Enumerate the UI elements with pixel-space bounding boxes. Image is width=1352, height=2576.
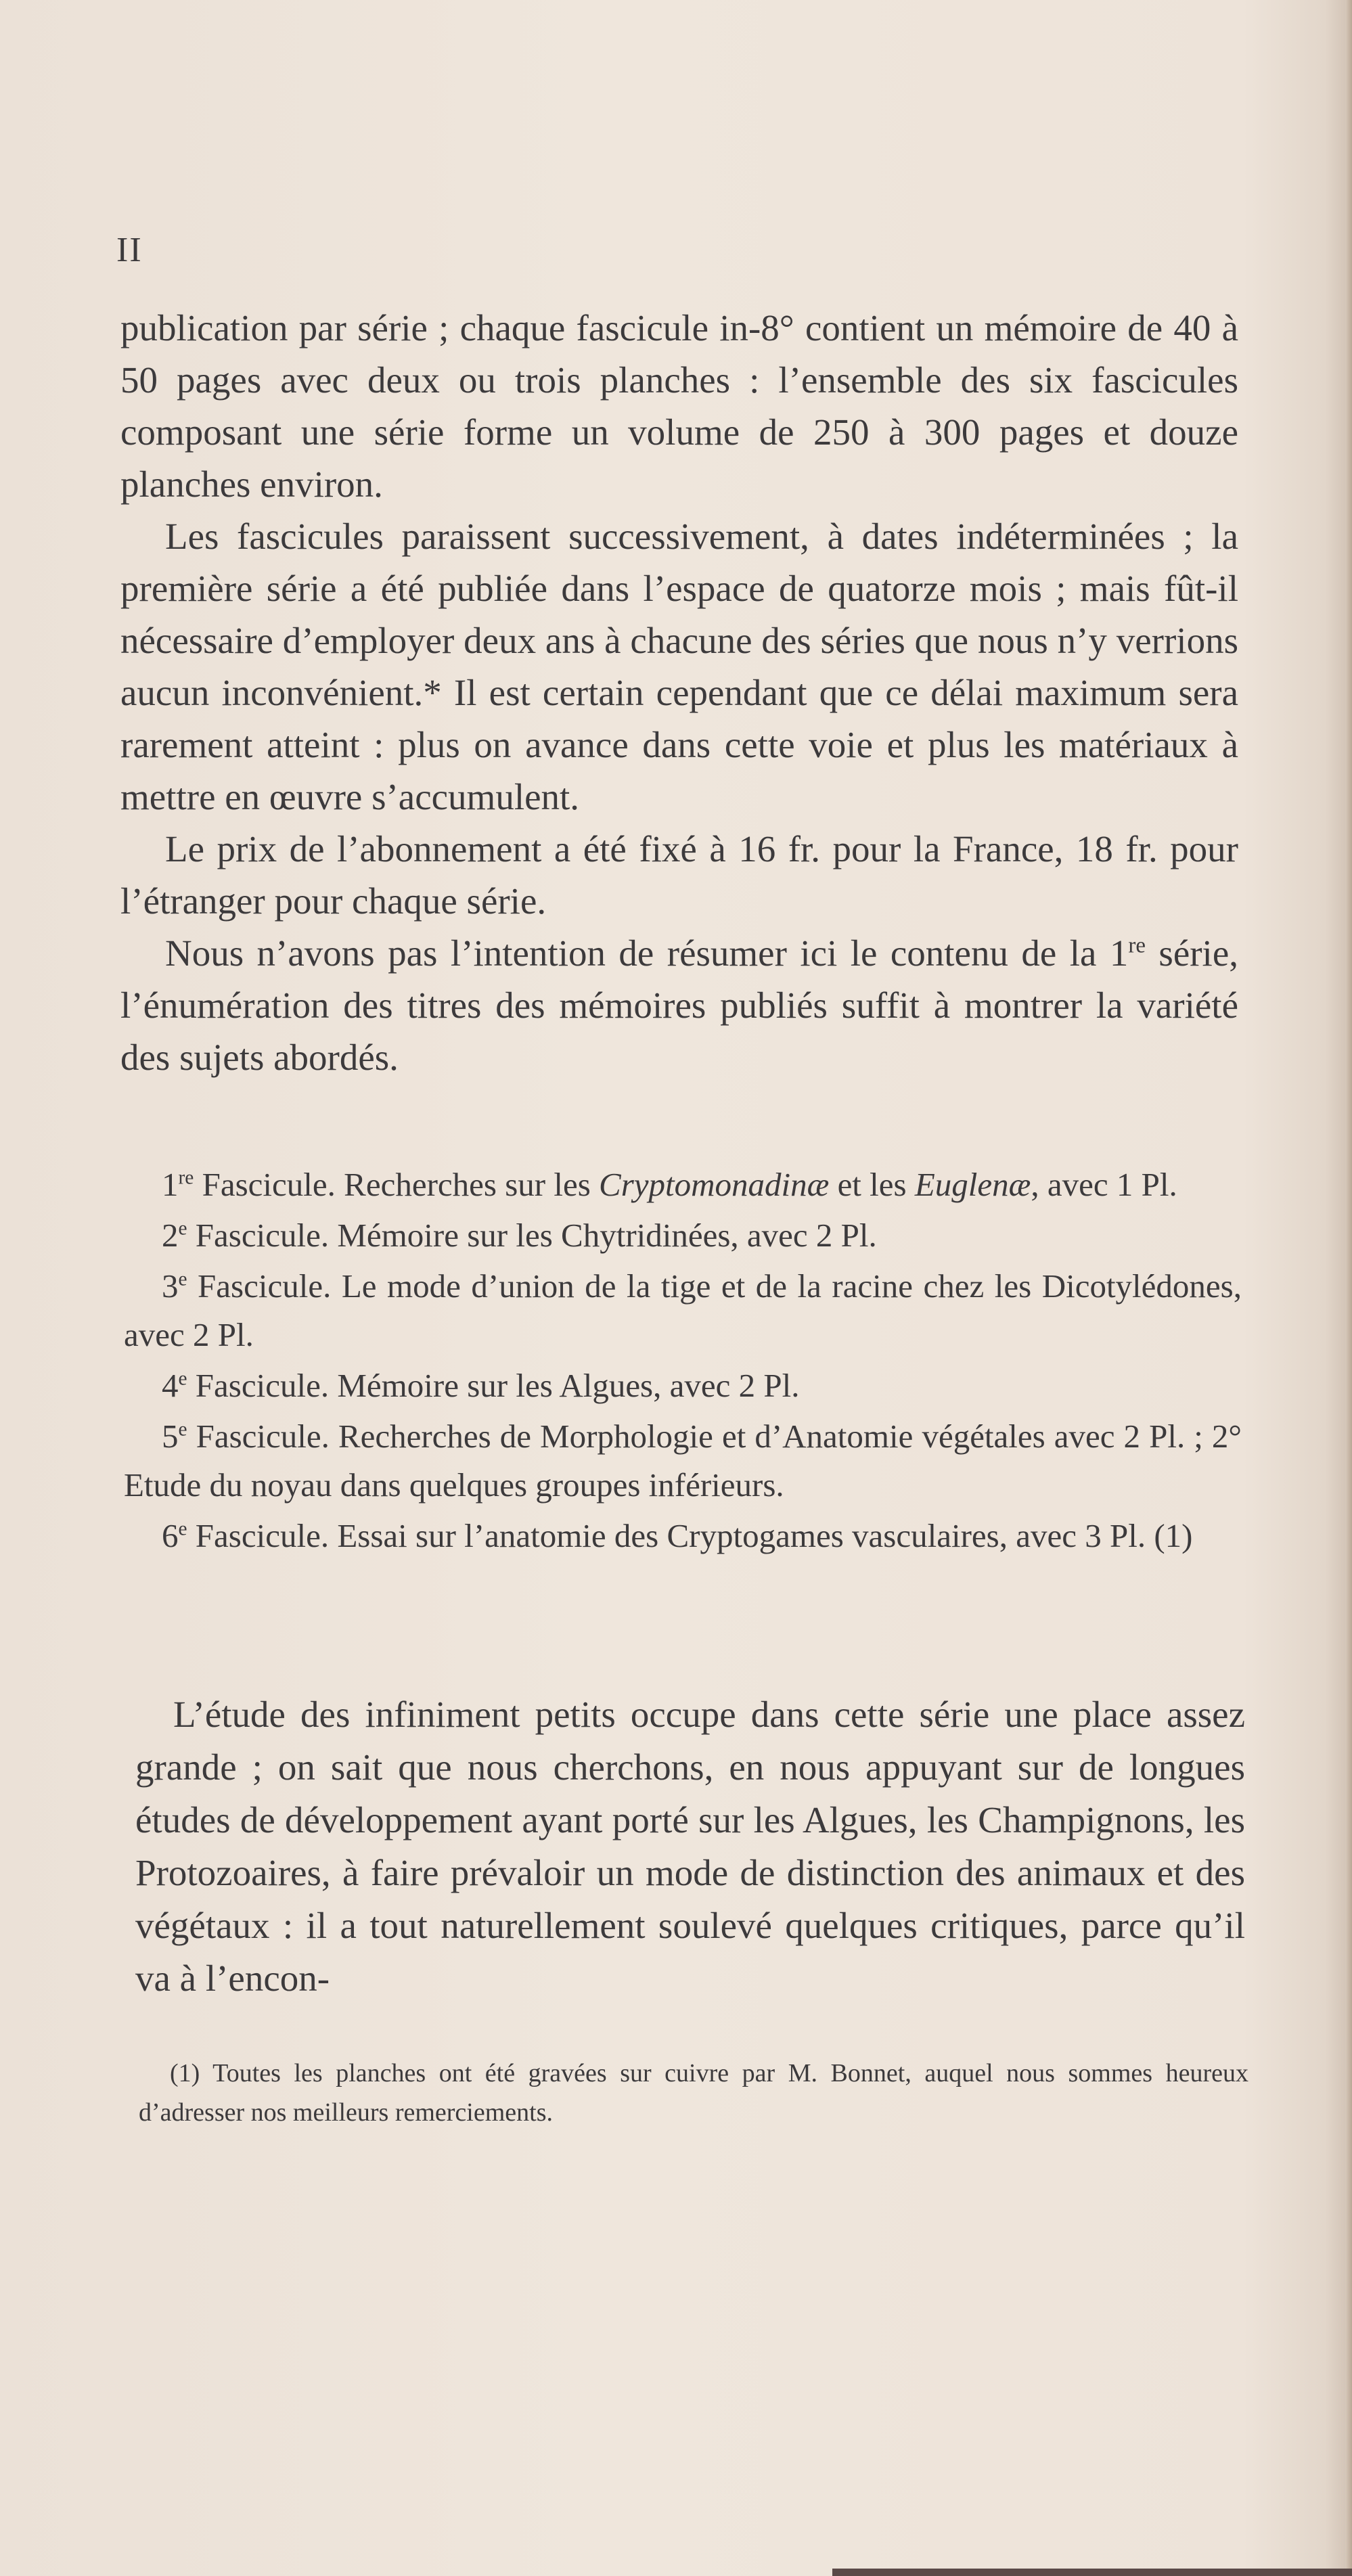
fascicule-list: [124, 1160, 1242, 1562]
fascicule-item-3: 3e Fascicule. Le mode d’union de la tige et de la racine chez les Dicotylédones, avec 2 Pl.: [124, 1267, 1242, 1353]
closing-paragraph: L’étude des infiniment petits occupe dans cette série une place assez grande ; on sait que nous cherchons, en nous appuyant sur de longues études de développement ayant porté sur les Algues, les Champignons, les Protozoaires, à faire prévaloir un mode de distinction des animaux et des végétaux : il a tout naturellement soulevé quelques critiques, parce qu’il va à l’encon-: [135, 1694, 1245, 1999]
fascicule-item-4: 4e Fascicule. Mémoire sur les Algues, avec 2 Pl.: [162, 1367, 800, 1404]
paragraph-1: publication par série ; chaque fascicule in-8° contient un mémoire de 40 à 50 pages avec deux ou trois planches : l’ensemble des six fascicules composant une série forme un volume de 250 à 300 pages et douze planches environ.: [120, 307, 1238, 505]
fascicule-item-5: 5e Fascicule. Recherches de Morphologie et d’Anatomie végétales avec 2 Pl. ; 2° Etude du noyau dans quelques groupes inférieurs.: [124, 1418, 1242, 1504]
bottom-edge-band: [832, 2569, 1352, 2576]
paragraph-4: Nous n’avons pas l’intention de résumer ici le contenu de la 1re série, l’énumération des titres des mémoires publiés suffit à montrer la variété des sujets abordés.: [120, 932, 1239, 1078]
footnote: (1) Toutes les planches ont été gravées sur cuivre par M. Bonnet, auquel nous sommes heureux d’adresser nos meilleurs remerciements.: [139, 2059, 1248, 2127]
main-text: [120, 302, 1238, 1083]
fascicule-item-2: 2e Fascicule. Mémoire sur les Chytridinées, avec 2 Pl.: [162, 1217, 877, 1254]
page-edge-shadow: [1345, 0, 1352, 2576]
fascicule-item-1: 1re Fascicule. Recherches sur les Cryptomonadinæ et les Euglenæ, avec 1 Pl.: [162, 1166, 1177, 1203]
fascicule-item-6: 6e Fascicule. Essai sur l’anatomie des Cryptogames vasculaires, avec 3 Pl. (1): [162, 1517, 1193, 1554]
paragraph-2: Les fascicules paraissent successivement, à dates indéterminées ; la première série a été publiée dans l’espace de quatorze mois ; mais fût-il nécessaire d’employer deux ans à chacune des séries que nous n’y verrions aucun inconvénient.* Il est certain cependant que ce délai maximum sera rarement atteint : plus on avance dans cette voie et plus les matériaux à mettre en œuvre s’accumulent.: [120, 516, 1238, 817]
paragraph-3: Le prix de l’abonnement a été fixé à 16 fr. pour la France, 18 fr. pour l’étranger pour chaque série.: [120, 828, 1238, 922]
page-folio: II: [116, 231, 143, 269]
closing-text: [135, 1688, 1245, 2005]
